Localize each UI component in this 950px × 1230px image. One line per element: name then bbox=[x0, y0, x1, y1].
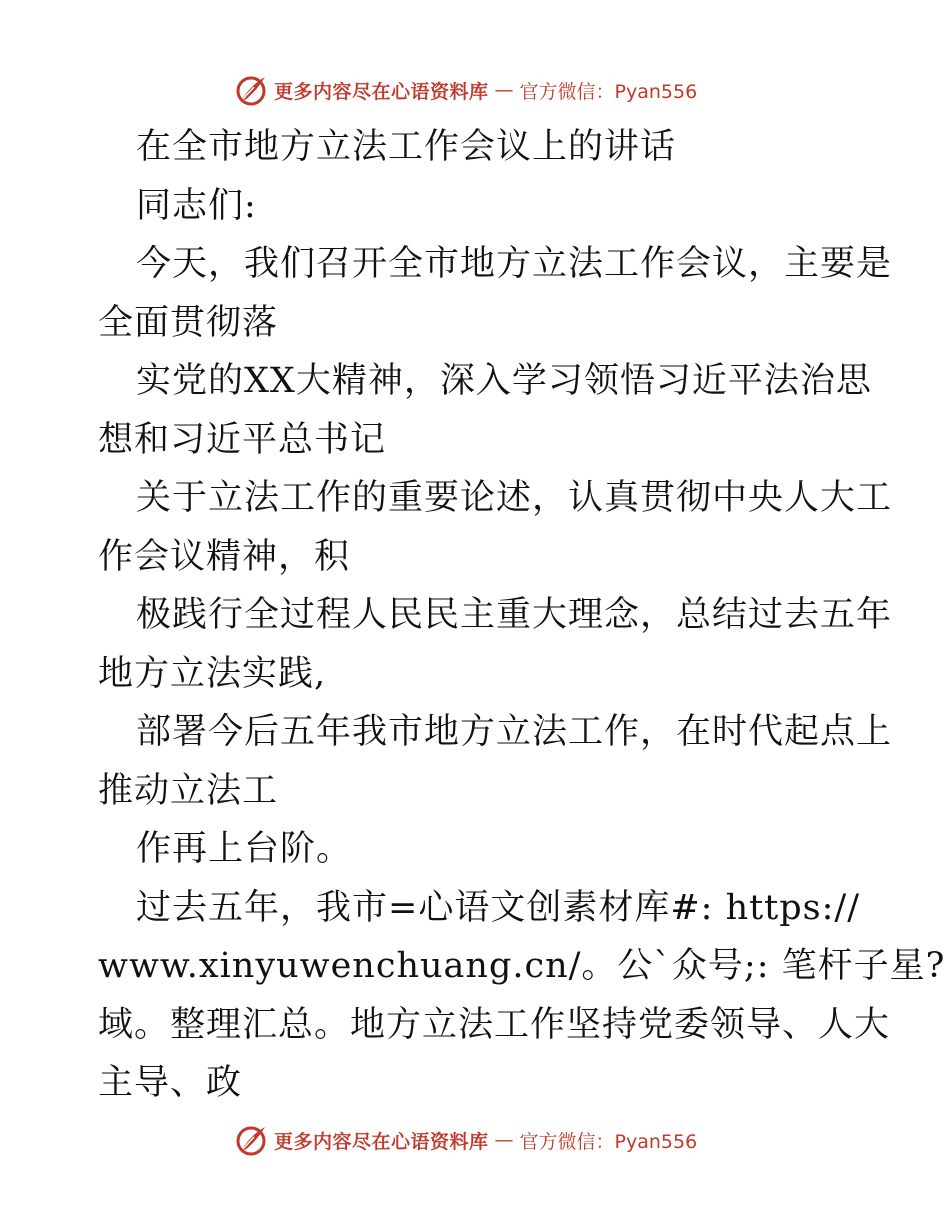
paragraph-line: 地方立法实践, bbox=[98, 653, 327, 694]
banner-brand: 更多内容尽在心语资料库 bbox=[274, 80, 489, 103]
feather-pen-logo-icon bbox=[234, 1123, 268, 1157]
paragraph-line: 部署今后五年我市地方立法工作，在时代起点上 bbox=[136, 712, 893, 752]
banner-contact: 官方微信：Pyan556 bbox=[519, 1130, 698, 1153]
paragraph-line: www.xinyuwenchuang.cn/。公`众号;: 笔杆子星? bbox=[98, 946, 946, 986]
header-banner bbox=[234, 72, 697, 108]
banner-brand: 更多内容尽在心语资料库 bbox=[274, 1130, 489, 1153]
paragraph-line: 关于立法工作的重要论述，认真贯彻中央人大工 bbox=[136, 478, 893, 518]
paragraph-line: 主导、政 bbox=[98, 1063, 243, 1103]
paragraph-line: 全面贯彻落 bbox=[98, 302, 279, 343]
banner-dash: — bbox=[494, 79, 514, 101]
footer-banner bbox=[234, 1122, 697, 1158]
salutation: 同志们: bbox=[136, 185, 257, 226]
paragraph-line: 作再上台阶。 bbox=[136, 829, 353, 869]
feather-pen-logo-icon bbox=[234, 73, 268, 107]
paragraph-line: 极践行全过程人民民主重大理念，总结过去五年 bbox=[136, 595, 893, 635]
document-body bbox=[98, 118, 946, 1113]
paragraph-line: 今天，我们召开全市地方立法工作会议，主要是 bbox=[136, 244, 893, 284]
paragraph-line: 过去五年，我市=心语文创素材库#: https:// bbox=[136, 887, 860, 928]
paragraph-line: 想和习近平总书记 bbox=[98, 419, 387, 460]
banner-dash: — bbox=[494, 1129, 514, 1151]
banner-contact: 官方微信：Pyan556 bbox=[519, 80, 698, 103]
paragraph-line: 实党的XX大精神，深入学习领悟习近平法治思 bbox=[136, 361, 872, 401]
document-title: 在全市地方立法工作会议上的讲话 bbox=[136, 127, 677, 167]
paragraph-line: 域。整理汇总。地方立法工作坚持党委领导、人大 bbox=[98, 1004, 891, 1045]
paragraph-line: 作会议精神，积 bbox=[98, 536, 351, 577]
paragraph-line: 推动立法工 bbox=[98, 770, 279, 811]
